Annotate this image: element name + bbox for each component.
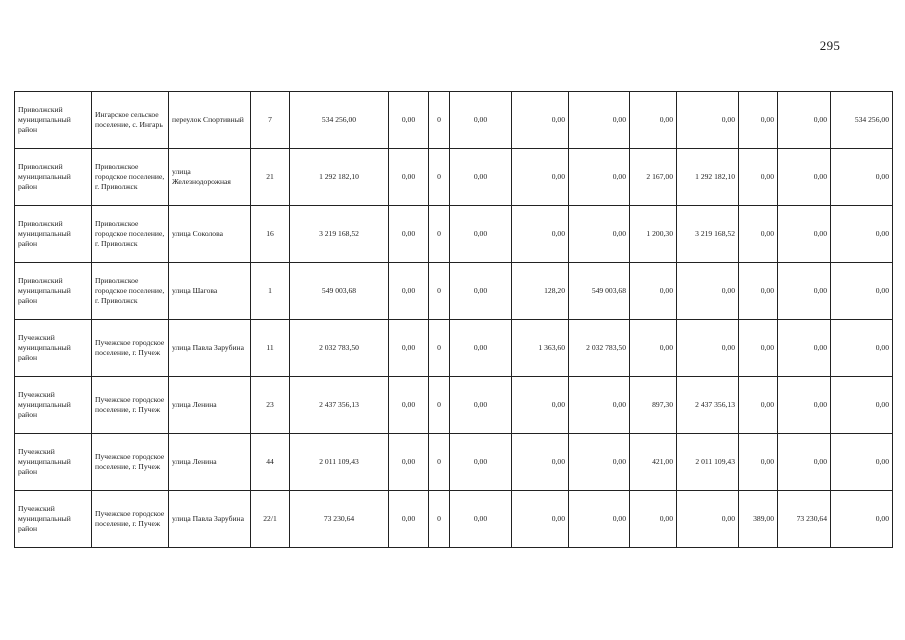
area-cell: 0,00 <box>512 491 569 548</box>
amount-cell: 0,00 <box>450 149 512 206</box>
amount-cell: 0,00 <box>831 491 893 548</box>
amount-cell: 0,00 <box>778 377 831 434</box>
amount-cell: 0,00 <box>831 149 893 206</box>
amount-cell: 534 256,00 <box>290 92 389 149</box>
house-number-cell: 23 <box>251 377 290 434</box>
area-cell: 0,00 <box>739 149 778 206</box>
area-cell: 0,00 <box>512 206 569 263</box>
amount-cell: 0,00 <box>831 434 893 491</box>
table-row <box>15 377 893 434</box>
street-cell: улица Железнодорожная <box>169 149 251 206</box>
amount-cell: 0,00 <box>450 92 512 149</box>
amount-cell: 1 292 182,10 <box>290 149 389 206</box>
amount-cell: 0,00 <box>677 320 739 377</box>
amount-cell: 534 256,00 <box>831 92 893 149</box>
area-cell: 0,00 <box>739 434 778 491</box>
district-cell: Пучежский муниципальный район <box>15 434 92 491</box>
amount-cell: 0,00 <box>389 491 429 548</box>
street-cell: улица Павла Зарубина <box>169 491 251 548</box>
housing-registry-table <box>14 91 893 548</box>
area-cell: 0,00 <box>630 92 677 149</box>
count-cell: 0 <box>429 491 450 548</box>
amount-cell: 3 219 168,52 <box>677 206 739 263</box>
amount-cell: 0,00 <box>778 263 831 320</box>
area-cell: 0,00 <box>739 263 778 320</box>
amount-cell: 1 292 182,10 <box>677 149 739 206</box>
amount-cell: 0,00 <box>450 377 512 434</box>
area-cell: 0,00 <box>630 320 677 377</box>
street-cell: улица Соколова <box>169 206 251 263</box>
street-cell: переулок Спортивный <box>169 92 251 149</box>
amount-cell: 0,00 <box>450 320 512 377</box>
amount-cell: 0,00 <box>450 434 512 491</box>
count-cell: 0 <box>429 434 450 491</box>
table-body <box>15 92 893 548</box>
house-number-cell: 7 <box>251 92 290 149</box>
amount-cell: 549 003,68 <box>290 263 389 320</box>
area-cell: 0,00 <box>512 434 569 491</box>
amount-cell: 0,00 <box>778 206 831 263</box>
settlement-cell: Пучежское городское поселение, г. Пучеж <box>92 377 169 434</box>
amount-cell: 2 437 356,13 <box>290 377 389 434</box>
area-cell: 0,00 <box>739 377 778 434</box>
area-cell: 0,00 <box>512 149 569 206</box>
amount-cell: 0,00 <box>677 491 739 548</box>
house-number-cell: 21 <box>251 149 290 206</box>
amount-cell: 73 230,64 <box>778 491 831 548</box>
amount-cell: 0,00 <box>677 92 739 149</box>
area-cell: 897,30 <box>630 377 677 434</box>
area-cell: 0,00 <box>512 92 569 149</box>
amount-cell: 0,00 <box>389 92 429 149</box>
house-number-cell: 22/1 <box>251 491 290 548</box>
area-cell: 2 167,00 <box>630 149 677 206</box>
amount-cell: 0,00 <box>677 263 739 320</box>
street-cell: улица Павла Зарубина <box>169 320 251 377</box>
table-row <box>15 434 893 491</box>
settlement-cell: Пучежское городское поселение, г. Пучеж <box>92 434 169 491</box>
table-row <box>15 263 893 320</box>
amount-cell: 0,00 <box>389 263 429 320</box>
amount-cell: 2 032 783,50 <box>569 320 630 377</box>
street-cell: улица Ленина <box>169 434 251 491</box>
count-cell: 0 <box>429 206 450 263</box>
amount-cell: 0,00 <box>450 263 512 320</box>
area-cell: 1 200,30 <box>630 206 677 263</box>
house-number-cell: 1 <box>251 263 290 320</box>
settlement-cell: Приволжское городское поселение, г. Приволжск <box>92 206 169 263</box>
table-row <box>15 92 893 149</box>
table-row <box>15 320 893 377</box>
amount-cell: 0,00 <box>569 149 630 206</box>
amount-cell: 0,00 <box>389 434 429 491</box>
page-number: 295 <box>819 38 841 53</box>
district-cell: Приволжский муниципальный район <box>15 92 92 149</box>
district-cell: Пучежский муниципальный район <box>15 377 92 434</box>
settlement-cell: Ингарское сельское поселение, с. Ингарь <box>92 92 169 149</box>
amount-cell: 2 437 356,13 <box>677 377 739 434</box>
district-cell: Приволжский муниципальный район <box>15 206 92 263</box>
amount-cell: 0,00 <box>569 377 630 434</box>
count-cell: 0 <box>429 377 450 434</box>
amount-cell: 73 230,64 <box>290 491 389 548</box>
count-cell: 0 <box>429 263 450 320</box>
amount-cell: 0,00 <box>778 92 831 149</box>
area-cell: 1 363,60 <box>512 320 569 377</box>
area-cell: 0,00 <box>630 491 677 548</box>
house-number-cell: 44 <box>251 434 290 491</box>
amount-cell: 0,00 <box>569 92 630 149</box>
amount-cell: 0,00 <box>389 206 429 263</box>
district-cell: Приволжский муниципальный район <box>15 263 92 320</box>
area-cell: 0,00 <box>739 320 778 377</box>
amount-cell: 0,00 <box>450 491 512 548</box>
amount-cell: 0,00 <box>569 434 630 491</box>
area-cell: 0,00 <box>739 92 778 149</box>
amount-cell: 0,00 <box>389 149 429 206</box>
amount-cell: 2 011 109,43 <box>290 434 389 491</box>
street-cell: улица Шагова <box>169 263 251 320</box>
district-cell: Пучежский муниципальный район <box>15 491 92 548</box>
amount-cell: 2 032 783,50 <box>290 320 389 377</box>
table-row <box>15 149 893 206</box>
district-cell: Приволжский муниципальный район <box>15 149 92 206</box>
area-cell: 389,00 <box>739 491 778 548</box>
house-number-cell: 11 <box>251 320 290 377</box>
amount-cell: 0,00 <box>778 434 831 491</box>
area-cell: 0,00 <box>512 377 569 434</box>
table-row <box>15 491 893 548</box>
settlement-cell: Приволжское городское поселение, г. Приволжск <box>92 263 169 320</box>
amount-cell: 0,00 <box>450 206 512 263</box>
area-cell: 128,20 <box>512 263 569 320</box>
settlement-cell: Пучежское городское поселение, г. Пучеж <box>92 491 169 548</box>
settlement-cell: Приволжское городское поселение, г. Приволжск <box>92 149 169 206</box>
amount-cell: 0,00 <box>831 377 893 434</box>
amount-cell: 0,00 <box>831 320 893 377</box>
amount-cell: 549 003,68 <box>569 263 630 320</box>
count-cell: 0 <box>429 149 450 206</box>
amount-cell: 0,00 <box>569 491 630 548</box>
amount-cell: 0,00 <box>569 206 630 263</box>
area-cell: 0,00 <box>630 263 677 320</box>
street-cell: улица Ленина <box>169 377 251 434</box>
amount-cell: 0,00 <box>389 377 429 434</box>
count-cell: 0 <box>429 320 450 377</box>
amount-cell: 0,00 <box>778 320 831 377</box>
amount-cell: 0,00 <box>831 263 893 320</box>
amount-cell: 2 011 109,43 <box>677 434 739 491</box>
amount-cell: 0,00 <box>778 149 831 206</box>
amount-cell: 0,00 <box>389 320 429 377</box>
amount-cell: 0,00 <box>831 206 893 263</box>
settlement-cell: Пучежское городское поселение, г. Пучеж <box>92 320 169 377</box>
district-cell: Пучежский муниципальный район <box>15 320 92 377</box>
count-cell: 0 <box>429 92 450 149</box>
amount-cell: 3 219 168,52 <box>290 206 389 263</box>
house-number-cell: 16 <box>251 206 290 263</box>
area-cell: 421,00 <box>630 434 677 491</box>
area-cell: 0,00 <box>739 206 778 263</box>
table-row <box>15 206 893 263</box>
